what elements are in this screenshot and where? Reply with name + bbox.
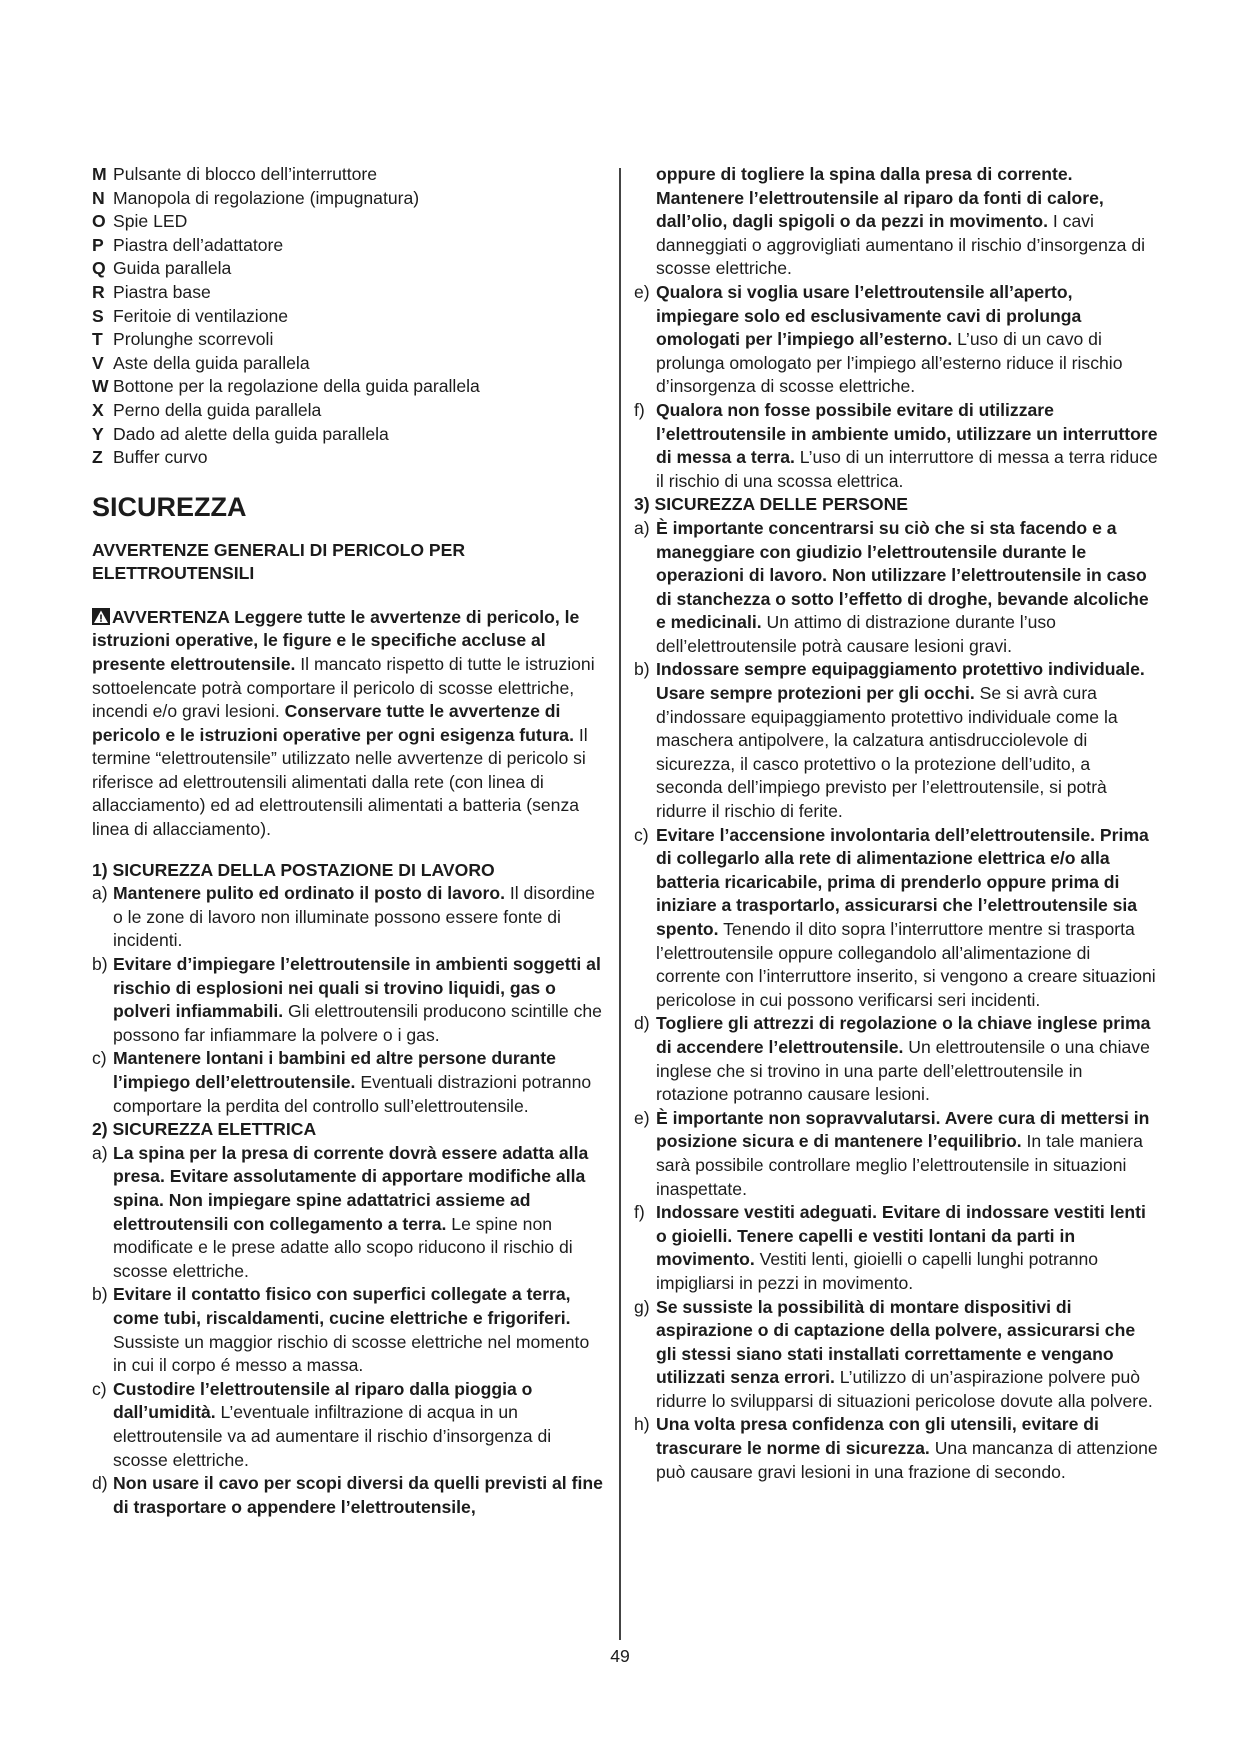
section-title-electrical: 2) SICUREZZA ELETTRICA [92,1119,317,1140]
list-item: c) Mantenere lontani i bambini ed altre persone durante l’impiego dell’elettroutensile. Eventuali distrazioni potranno comportare la perdita del controllo sull’elettroutensile. [92,1048,592,1116]
list-item: a) È importante concentrarsi su ciò che si sta facendo e a maneggiare con giudizio l’elettroutensile durante le operazioni di lavoro. Non utilizzare l’elettroutensile in caso di stanchezza o sotto l’effetto di droghe, bevande alcoliche e medicinali. Un attimo di distrazione durante l’uso dell’elettroutensile potrà causare lesioni gravi. [634,517,1149,656]
list-item: W Bottone per la regolazione della guida parallela [92,376,480,397]
right-column [634,163,1158,1484]
section-title-personal: 3) SICUREZZA DELLE PERSONE [634,494,909,515]
list-item: P Piastra dell’adattatore [92,234,284,255]
list-item: d) Togliere gli attrezzi di regolazione o la chiave inglese prima di accendere l’elettroutensile. Un elettroutensile o una chiave inglese che si trovino in una parte dell’elettroutensile in rotazione potranno causare lesioni. [634,1013,1151,1105]
section-subheading: AVVERTENZE GENERALI DI PERICOLO PER ELETTROUTENSILI [92,539,466,583]
left-column [92,163,607,1519]
list-item: M Pulsante di blocco dell’interruttore [92,164,378,184]
general-warning: AVVERTENZA Leggere tutte le avvertenze di pericolo, le istruzioni operative, le figure e le specifiche accluse al presente elettroutensile. Il mancato rispetto di tutte le istruzioni sottoelencate potrà comportare il pericolo di scosse elettriche, incendi e/o gravi lesioni. Conservare tutte le avvertenze di pericolo e le istruzioni operative per ogni esigenza futura. Il termine “elettroutensile” utilizzato nelle avvertenze di pericolo si riferisce ad elettroutensili alimentati dalla rete (con linea di allacciamento) ed ad elettroutensili alimentati a batteria (senza linea di allacciamento). [92,606,595,840]
column-divider [619,168,621,1640]
list-item: c) Custodire l’elettroutensile al riparo dalla pioggia o dall’umidità. L’eventuale infiltrazione di acqua in un elettroutensile va ad aumentare il rischio d’insorgenza di scosse elettriche. [92,1378,552,1470]
section-title-workplace: 1) SICUREZZA DELLA POSTAZIONE DI LAVORO [92,859,495,880]
list-item: R Piastra base [92,281,211,302]
parts-list [92,163,607,470]
list-item: T Prolunghe scorrevoli [92,329,274,350]
section-heading: SICUREZZA [92,491,247,522]
list-item: a) La spina per la presa di corrente dovrà essere adatta alla presa. Evitare assolutamente di apportare modifiche alla spina. Non impiegare spine adattatrici assieme ad elettroutensili con collegamento a terra. Le spine non modificate e le prese adatte allo scopo riducono il rischio di scosse elettriche. [92,1142,589,1281]
warning-triangle-icon [92,608,110,625]
list-item: g) Se sussiste la possibilità di montare dispositivi di aspirazione o di captazione della polvere, assicurarsi che gli stessi siano stati installati correttamente e vengano utilizzati senza errori. L’utilizzo di un’aspirazione polvere può ridurre lo svilupparsi di situazioni pericolose dovute alla polvere. [634,1296,1153,1411]
list-item: N Manopola di regolazione (impugnatura) [92,187,420,208]
list-item: b) Evitare il contatto fisico con superfici collegate a terra, come tubi, riscaldamenti, cucine elettriche e frigoriferi. Sussiste un maggior rischio di scosse elettriche nel momento in cui il corpo é messo a massa. [92,1284,590,1376]
list-item: h) Una volta presa confidenza con gli utensili, evitare di trascurare le norme di sicurezza. Una mancanza di attenzione può causare gravi lesioni in una frazione di secondo. [634,1414,1158,1482]
list-item: e) È importante non sopravvalutarsi. Avere cura di mettersi in posizione sicura e di mantenere l’equilibrio. In tale maniera sarà possibile controllare meglio l’elettroutensile in situazioni inaspettate. [634,1107,1150,1199]
list-item: b) Indossare sempre equipaggiamento protettivo individuale. Usare sempre protezioni per gli occhi. Se si avrà cura d’indossare equipaggiamento protettivo individuale come la maschera antipolvere, la calzatura antisdrucciolevole di sicurezza, il casco protettivo o la protezione dell’udito, a seconda dell’impiego previsto per l’elettroutensile, si potrà ridurre il rischio di ferite. [634,659,1145,822]
list-item: S Feritoie di ventilazione [92,305,289,326]
list-item: Y Dado ad alette della guida parallela [92,423,389,444]
list-item-continuation: oppure di togliere la spina dalla presa di corrente. Mantenere l’elettroutensile al riparo da fonti di calore, dall’olio, dagli spigoli o da pezzi in movimento. I cavi danneggiati o aggrovigliati aumentano il rischio d’insorgenza di scosse elettriche. [656,164,1146,279]
list-item: d) Non usare il cavo per scopi diversi da quelli previsti al fine di trasportare o appendere l’elettroutensile, [92,1473,603,1517]
list-item: V Aste della guida parallela [92,352,310,373]
page-number: 49 [610,1646,630,1666]
list-item: e) Qualora si voglia usare l’elettroutensile all’aperto, impiegare solo ed esclusivamente cavi di prolunga omologati per l’impiego all’esterno. L’uso di un cavo di prolunga omologato per l’impiego all’esterno riduce il rischio d’insorgenza di scosse elettriche. [634,281,1123,397]
list-item: a) Mantenere pulito ed ordinato il posto di lavoro. Il disordine o le zone di lavoro non illuminate possono essere fonte di incidenti. [92,883,595,951]
list-item: Q Guida parallela [92,258,232,279]
list-item: O Spie LED [92,211,188,232]
list-item: f) Indossare vestiti adeguati. Evitare di indossare vestiti lenti o gioielli. Tenere capelli e vestiti lontani da parti in movimento. Vestiti lenti, gioielli o capelli lunghi potranno impigliarsi in pezzi in movimento. [634,1202,1146,1293]
list-item: b) Evitare d’impiegare l’elettroutensile in ambienti soggetti al rischio di esplosioni nei quali si trovino liquidi, gas o polveri infiammabili. Gli elettroutensili producono scintille che possono far infiammare la polvere o i gas. [92,954,602,1045]
list-item: X Perno della guida parallela [92,399,322,420]
list-item: c) Evitare l’accensione involontaria dell’elettroutensile. Prima di collegarlo alla rete di alimentazione elettrica e/o alla batteria ricaricabile, prima di prenderlo oppure prima di iniziare a trasportarlo, assicurarsi che l’elettroutensile sia spento. Tenendo il dito sopra l’interruttore mentre si trasporta l’elettroutensile oppure collegandolo all’alimentazione di corrente con l’interruttore inserito, si vengono a creare situazioni pericolose in cui possono verificarsi seri incidenti. [634,824,1156,1010]
list-item: Z Buffer curvo [92,447,208,468]
list-item: f) Qualora non fosse possibile evitare di utilizzare l’elettroutensile in ambiente umido, utilizzare un interruttore di messa a terra. L’uso di un interruttore di messa a terra riduce il rischio di una scossa elettrica. [634,399,1158,491]
